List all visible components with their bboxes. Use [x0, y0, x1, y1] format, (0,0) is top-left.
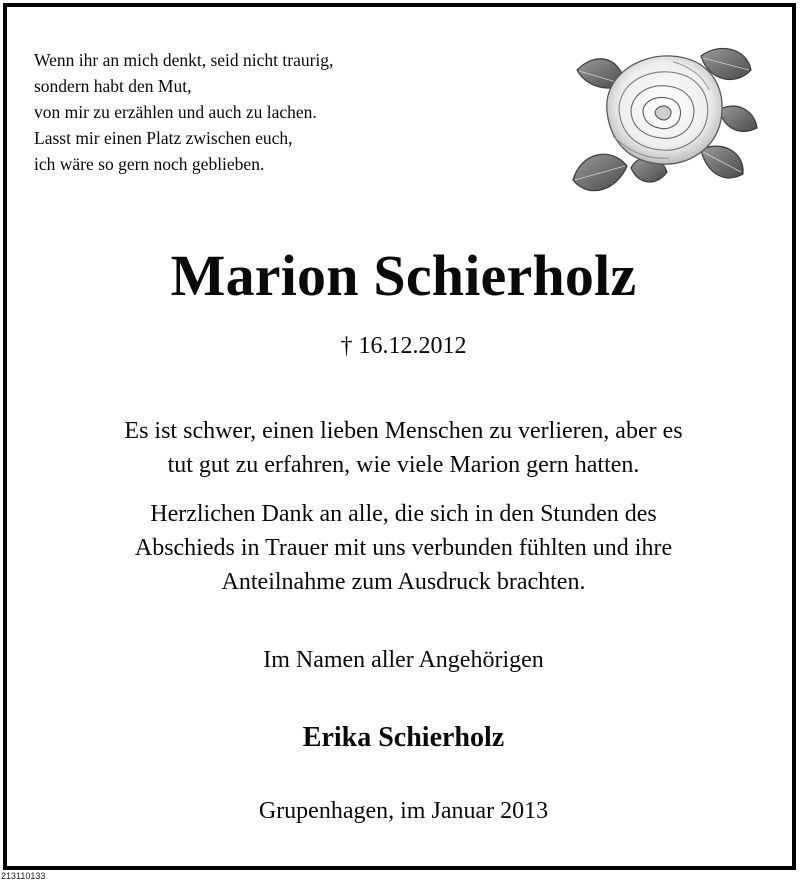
message-paragraph-1	[7, 414, 800, 482]
death-date: † 16.12.2012	[340, 333, 467, 359]
poem-line: von mir zu erzählen und auch zu lachen.	[34, 102, 317, 122]
poem-line: ich wäre so gern noch geblieben.	[34, 154, 265, 174]
message-line: Es ist schwer, einen lieben Menschen zu verlieren, aber es	[124, 418, 683, 444]
signoff: Im Namen aller Angehörigen	[263, 647, 544, 673]
deceased-name: Marion Schierholz	[170, 243, 637, 308]
message-line: Abschieds in Trauer mit uns verbunden fühlten und ihre	[134, 535, 673, 561]
poem-line: Lasst mir einen Platz zwischen euch,	[34, 128, 293, 148]
poem-line: Wenn ihr an mich denkt, seid nicht traurig,	[34, 50, 334, 70]
message-line: tut gut zu erfahren, wie viele Marion gern hatten.	[167, 452, 640, 478]
poem	[34, 47, 333, 177]
message-line: Herzlichen Dank an alle, die sich in den Stunden des	[150, 501, 657, 527]
obituary-frame	[3, 3, 796, 870]
ad-code: 213110133	[1, 871, 46, 881]
message-paragraph-2	[7, 497, 800, 599]
rose-icon	[569, 40, 759, 208]
message-line: Anteilnahme zum Ausdruck brachten.	[221, 569, 586, 595]
place-date: Grupenhagen, im Januar 2013	[258, 798, 549, 824]
poem-line: sondern habt den Mut,	[34, 76, 192, 96]
signer-name: Erika Schierholz	[302, 722, 505, 753]
